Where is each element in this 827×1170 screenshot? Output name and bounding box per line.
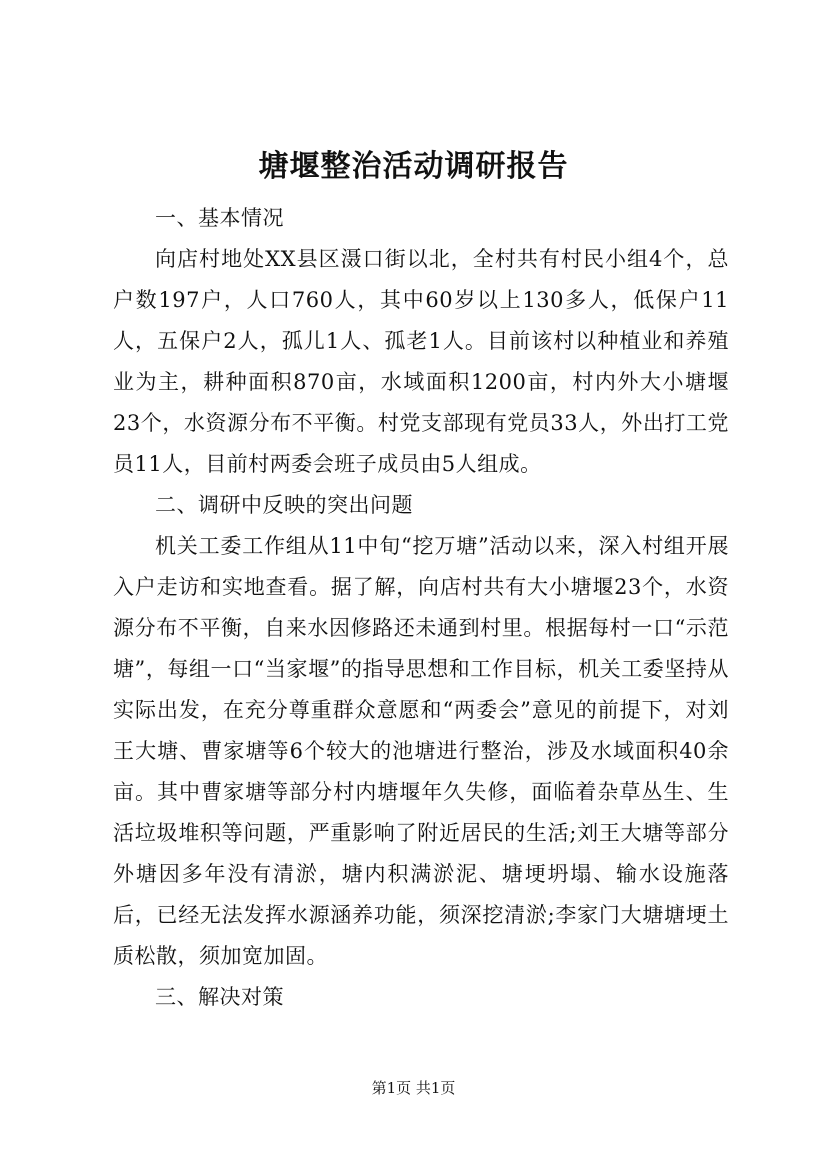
page-footer: 第1页 共1页: [371, 1079, 456, 1097]
section-heading-basic-info: 一、基本情况: [155, 206, 284, 230]
section-paragraph-problems: 机关工委工作组从11中旬“挖万塘”活动以来，深入村组开展入户走访和实地查看。据了解，向店村共有大小塘堰23个，水资源分布不平衡，自来水因修路还未通到村里。根据每村一口“示范塘”，每组一口“当家堰”的指导思想和工作目标，机关工委坚持从实际出发，在充分尊重群众意愿和“两委会”意见的前提下，对刘王大塘、曹家塘等6个较大的池塘进行整治，涉及水域面积40余亩。其中曹家塘等部分村内塘堰年久失修，面临着杂草丛生、生活垃圾堆积等问题，严重影响了附近居民的生活;刘王大塘等部分外塘因多年没有清淤，塘内积满淤泥、塘埂坍塌、输水设施落后，已经无法发挥水源涵养功能，须深挖清淤;李家门大塘塘埂土质松散，须加宽加固。: [113, 534, 729, 968]
section-heading-problems: 二、调研中反映的突出问题: [155, 493, 413, 517]
document-title: 塘堰整治活动调研报告: [258, 149, 569, 184]
section-paragraph-basic-info: 向店村地处XX县区滠口街以北，全村共有村民小组4个，总户数197户，人口760人，其中60岁以上130多人，低保户11人，五保户2人，孤儿1人、孤老1人。目前该村以种植业和养殖业为主，耕种面积870亩，水域面积1200亩，村内外大小塘堰23个，水资源分布不平衡。村党支部现有党员33人，外出打工党员11人，目前村两委会班子成员由5人组成。: [113, 247, 729, 476]
section-heading-solutions: 三、解决对策: [155, 985, 284, 1009]
document-body: [113, 198, 729, 1018]
